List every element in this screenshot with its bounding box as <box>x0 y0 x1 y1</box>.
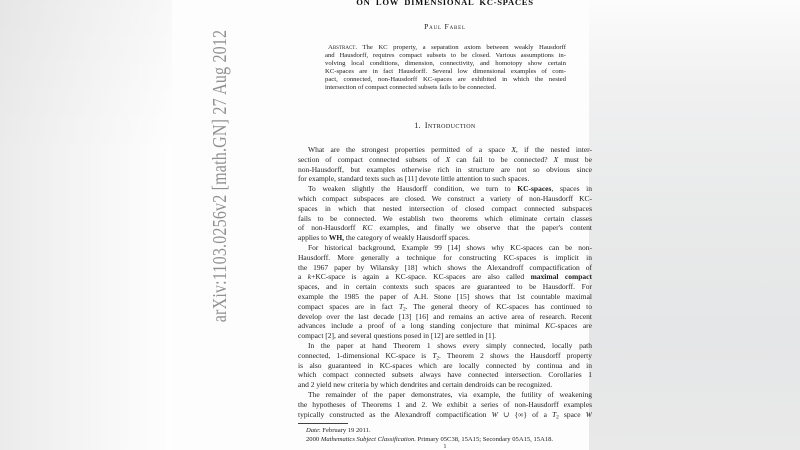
background-right-shading <box>589 0 800 450</box>
text-line: spaces, and in certain contexts such spaces are guaranteed to be Hausdorff. For <box>298 282 592 292</box>
section-heading: 1. Introduction <box>414 121 476 130</box>
text-line: connected, 1-dimensional KC-space is $T_2$. Theorem 2 shows the Hausdorff property <box>298 350 592 361</box>
abstract <box>325 44 566 92</box>
arxiv-stamp: arXiv:1103.0256v2 [math.GN] 27 Aug 2012 <box>209 29 232 323</box>
paragraph <box>298 145 592 184</box>
paper-title: ON LOW DIMENSIONAL KC-SPACES <box>356 0 534 7</box>
text-line: is also guaranteed in KC-spaces which are locally connected by continua and in <box>298 360 592 370</box>
paragraph <box>298 341 592 390</box>
text-line: of non-Hausdorff KC examples, and finally we observe that the paper's content <box>298 223 592 233</box>
text-line: which compact connected subsets always have connected intersection. Corollaries 1 <box>298 370 592 380</box>
text-line: compact [2], and several questions posed in [12] are settled in [1]. <box>298 331 497 341</box>
text-line: develop over the last decade [13] [16] and remains an active area of research. Recent <box>298 311 592 321</box>
footnote-msc-line: 2000 Mathematics Subject Classification. Primary 05C38, 15A15; Secondary 05A15, 15A18. <box>306 436 554 444</box>
text-line: the 1967 paper by Wilansky [18] which shows the Alexandroff compactification of <box>298 262 592 272</box>
text-line: Abstract. The KC property, a separation axiom between weakly Hausdorff <box>328 44 566 51</box>
footnote <box>298 426 592 445</box>
paragraph <box>298 243 592 341</box>
text-line: The remainder of the paper demonstrates, via example, the futility of weakening <box>308 389 592 399</box>
paragraph <box>298 390 592 419</box>
page-number: 1 <box>443 443 447 450</box>
text-line: non-Hausdorff, but examples otherwise rich in structure are not so obvious since <box>298 164 592 174</box>
introduction-text <box>298 145 592 419</box>
text-line: Hausdorff. More generally a technique for constructing KC-spaces is implicit in <box>298 252 592 262</box>
footnote-rule <box>298 423 348 424</box>
text-line: and 2 yield new criteria by which dendrites and certain dendroids can be recognized. <box>298 380 553 390</box>
text-line: the hypotheses of Theorems 1 and 2. We exhibit a series of non-Hausdorff examples <box>298 399 592 409</box>
text-line: a k+KC-space is again a KC-space. KC-spaces are also called maximal compact <box>298 272 592 282</box>
paper-page <box>298 0 592 450</box>
text-line: section of compact connected subsets of X can fail to be connected? X must be <box>298 154 592 164</box>
text-line: intersection of compact connected subsets fails to be connected. <box>325 84 497 91</box>
text-line: spaces in which that nested intersection of closed compact connected subspaces <box>298 203 592 213</box>
text-line: compact spaces are in fact $T_2$. The general theory of KC-spaces has continued to <box>298 301 592 312</box>
paragraph <box>325 44 566 92</box>
text-line: and Hausdorff, requires compact subsets to be closed. Various assumptions in- <box>325 52 566 59</box>
paper-author: Paul Fabel <box>424 22 466 31</box>
text-line: which compact subspaces are closed. We construct a variety of non-Hausdorff KC- <box>298 193 592 203</box>
text-line: In the paper at hand Theorem 1 shows every simply connected, locally path <box>308 340 592 350</box>
text-line: typically constructed as the Alexandroff compactification W ∪ {∞} of a $T_2$ space W <box>298 409 592 420</box>
text-line: for example, standard texts such as [11] devote little attention to such spaces. <box>298 174 530 184</box>
text-line: volving local conditions, dimension, connectivity, and homotopy show certain <box>325 60 566 67</box>
text-line: fails to be connected. We establish two theorems which eliminate certain classes <box>298 213 592 223</box>
text-line: To weaken slightly the Hausdorff condition, we turn to KC-spaces, spaces in <box>308 184 592 194</box>
footnote-date-line: Date: February 19 2011. <box>306 427 371 434</box>
background-left-shading <box>0 0 172 450</box>
text-line: example the 1985 the paper of A.H. Stone [15] shows that 1st countable maximal <box>298 291 592 301</box>
text-line: applies to WH, the category of weakly Hausdorff spaces. <box>298 233 470 243</box>
text-line: For historical background, Example 99 [14] shows why KC-spaces can be non- <box>308 242 592 252</box>
text-line: advances include a proof of a long standing conjecture that minimal KC-spaces are <box>298 321 592 331</box>
text-line: What are the strongest properties permitted of a space X, if the nested inter- <box>308 145 592 154</box>
paragraph <box>298 184 592 243</box>
text-line: KC-spaces are in fact Hausdorff. Several low dimensional examples of com- <box>325 68 566 75</box>
text-line: pact, connected, non-Hausdorff KC-spaces are exhibited in which the nested <box>325 76 566 83</box>
